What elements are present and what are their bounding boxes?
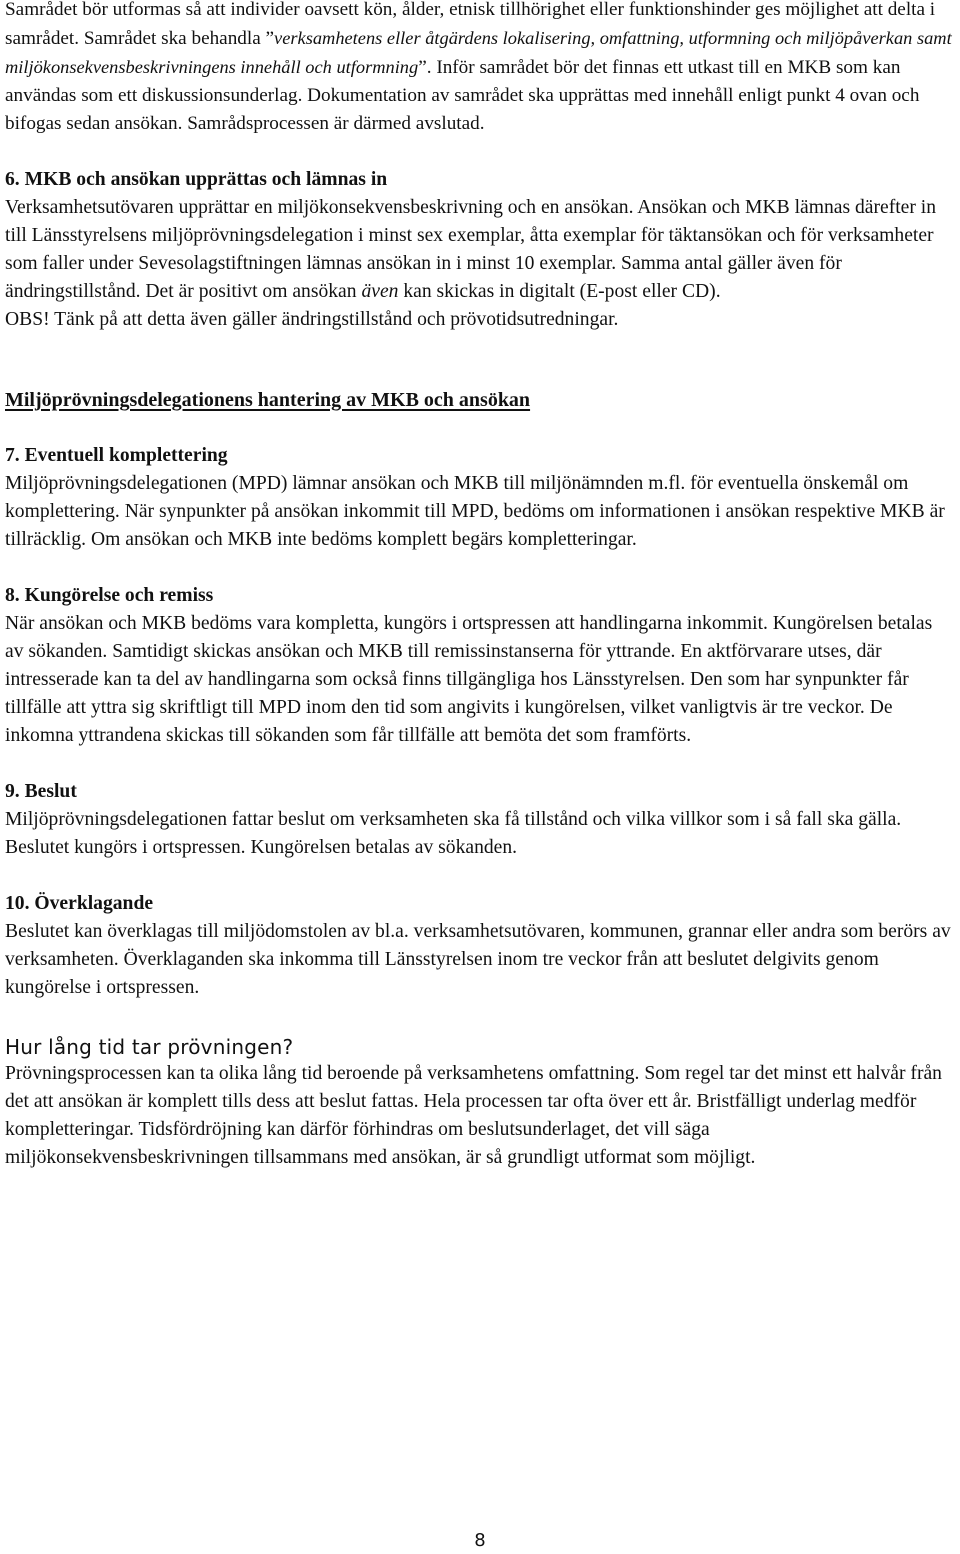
spacer xyxy=(5,334,955,386)
duration-heading: Hur lång tid tar prövningen? xyxy=(5,1035,294,1059)
section-6-text-end: kan skickas in digitalt (E-post eller CD). xyxy=(398,281,721,302)
section-6-heading: 6. MKB och ansökan upprättas och lämnas in xyxy=(5,169,388,190)
section-7-text: Miljöprövningsdelegationen (MPD) lämnar ansökan och MKB till miljönämnden m.fl. för eventuella önskemål om komplettering. När synpunkter på ansökan inkommit till MPD, bedöms om informationen i ansökan respektive MKB är tillräcklig. Om ansökan och MKB inte bedöms komplett begärs kompletteringar. xyxy=(5,473,945,550)
intro-italic-quote: verksamhetens eller åtgärdens lokalisering, omfattning, utformning och miljöpåverkan samt miljökonsekvensbeskrivningens innehåll och utformning xyxy=(5,28,952,77)
spacer xyxy=(5,414,955,442)
section-6-text-start: Verksamhetsutövaren upprättar en miljökonsekvensbeskrivning och en ansökan. Ansökan och MKB lämnas därefter in till Länsstyrelsens miljöprövningsdelegation i minst sex exemplar, åtta exemplar för täktansökan och för verksamheter som faller under Sevesolagstiftningen lämnas ansökan in i minst 10 exemplar. Samma antal gäller även för ändringstillstånd. Det är positivt om ansökan xyxy=(5,197,937,302)
section-6-text xyxy=(5,194,955,306)
page-number: 8 xyxy=(474,1530,486,1551)
intro-paragraph xyxy=(5,0,955,138)
spacer xyxy=(5,1002,955,1030)
duration-text: Prövningsprocessen kan ta olika lång tid beroende på verksamhetens omfattning. Som regel tar det minst ett halvår från det att ansökan är komplett tills dess att beslut fattas. Hela processen tar ofta över ett år. Bristfälligt underlag medför kompletteringar. Tidsfördröjning kan därför förhindras om beslutsunderlaget, det vill säga miljökonsekvensbeskrivningen tillsammans med ansökan, är så grundligt utformat som möjligt. xyxy=(5,1063,942,1168)
section-10-text: Beslutet kan överklagas till miljödomstolen av bl.a. verksamhetsutövaren, kommunen, grannar eller andra som berörs av verksamheten. Överklaganden ska inkomma till Länsstyrelsen inom tre veckor från att beslutet delgivits genom kungörelse i ortspressen. xyxy=(5,921,951,998)
spacer xyxy=(5,750,955,778)
section-10-heading: 10. Överklagande xyxy=(5,893,154,914)
spacer xyxy=(5,554,955,582)
section-title: Miljöprövningsdelegationens hantering av MKB och ansökan xyxy=(5,389,531,411)
section-9-heading: 9. Beslut xyxy=(5,781,77,802)
section-9-text: Miljöprövningsdelegationen fattar beslut om verksamheten ska få tillstånd och vilka villkor som i så fall ska gälla. Beslutet kungörs i ortspressen. Kungörelsen betalas av sökanden. xyxy=(5,809,902,858)
section-8-text: När ansökan och MKB bedöms vara kompletta, kungörs i ortspressen att handlingarna inkommit. Kungörelsen betalas av sökanden. Samtidigt skickas ansökan och MKB till remissinstanserna för yttrande. En aktförvarare utses, där intresserade kan ta del av handlingarna som också finns tillgängliga hos Länsstyrelsen. Den som har synpunkter får tillfälle att yttra sig skriftligt till MPD inom den tid som angivits i kungörelsen, vilket vanligtvis är tre veckor. De inkomna yttrandena skickas till sökanden som får tillfälle att bemöta det som framförts. xyxy=(5,613,933,746)
spacer xyxy=(5,862,955,890)
section-6-obs-note: OBS! Tänk på att detta även gäller ändringstillstånd och prövotidsutredningar. xyxy=(5,309,619,330)
section-7-heading: 7. Eventuell komplettering xyxy=(5,445,228,466)
document-page xyxy=(5,0,955,1172)
intro-text-end: ”. Inför samrådet bör det finnas ett utkast till en MKB som kan användas som ett diskussionsunderlag. Dokumentation av samrådet ska upprättas med innehåll enligt punkt 4 ovan och bifogas sedan ansökan. Samrådsprocessen är därmed avslutad. xyxy=(5,57,920,134)
section-8-heading: 8. Kungörelse och remiss xyxy=(5,585,214,606)
spacer xyxy=(5,138,955,166)
section-6-italic-word: även xyxy=(361,281,399,302)
intro-text-start: Samrådet bör utformas så att individer oavsett kön, ålder, etnisk tillhörighet eller funktionshinder ges möjlighet att delta i samrådet. Samrådet ska behandla ” xyxy=(5,0,936,49)
